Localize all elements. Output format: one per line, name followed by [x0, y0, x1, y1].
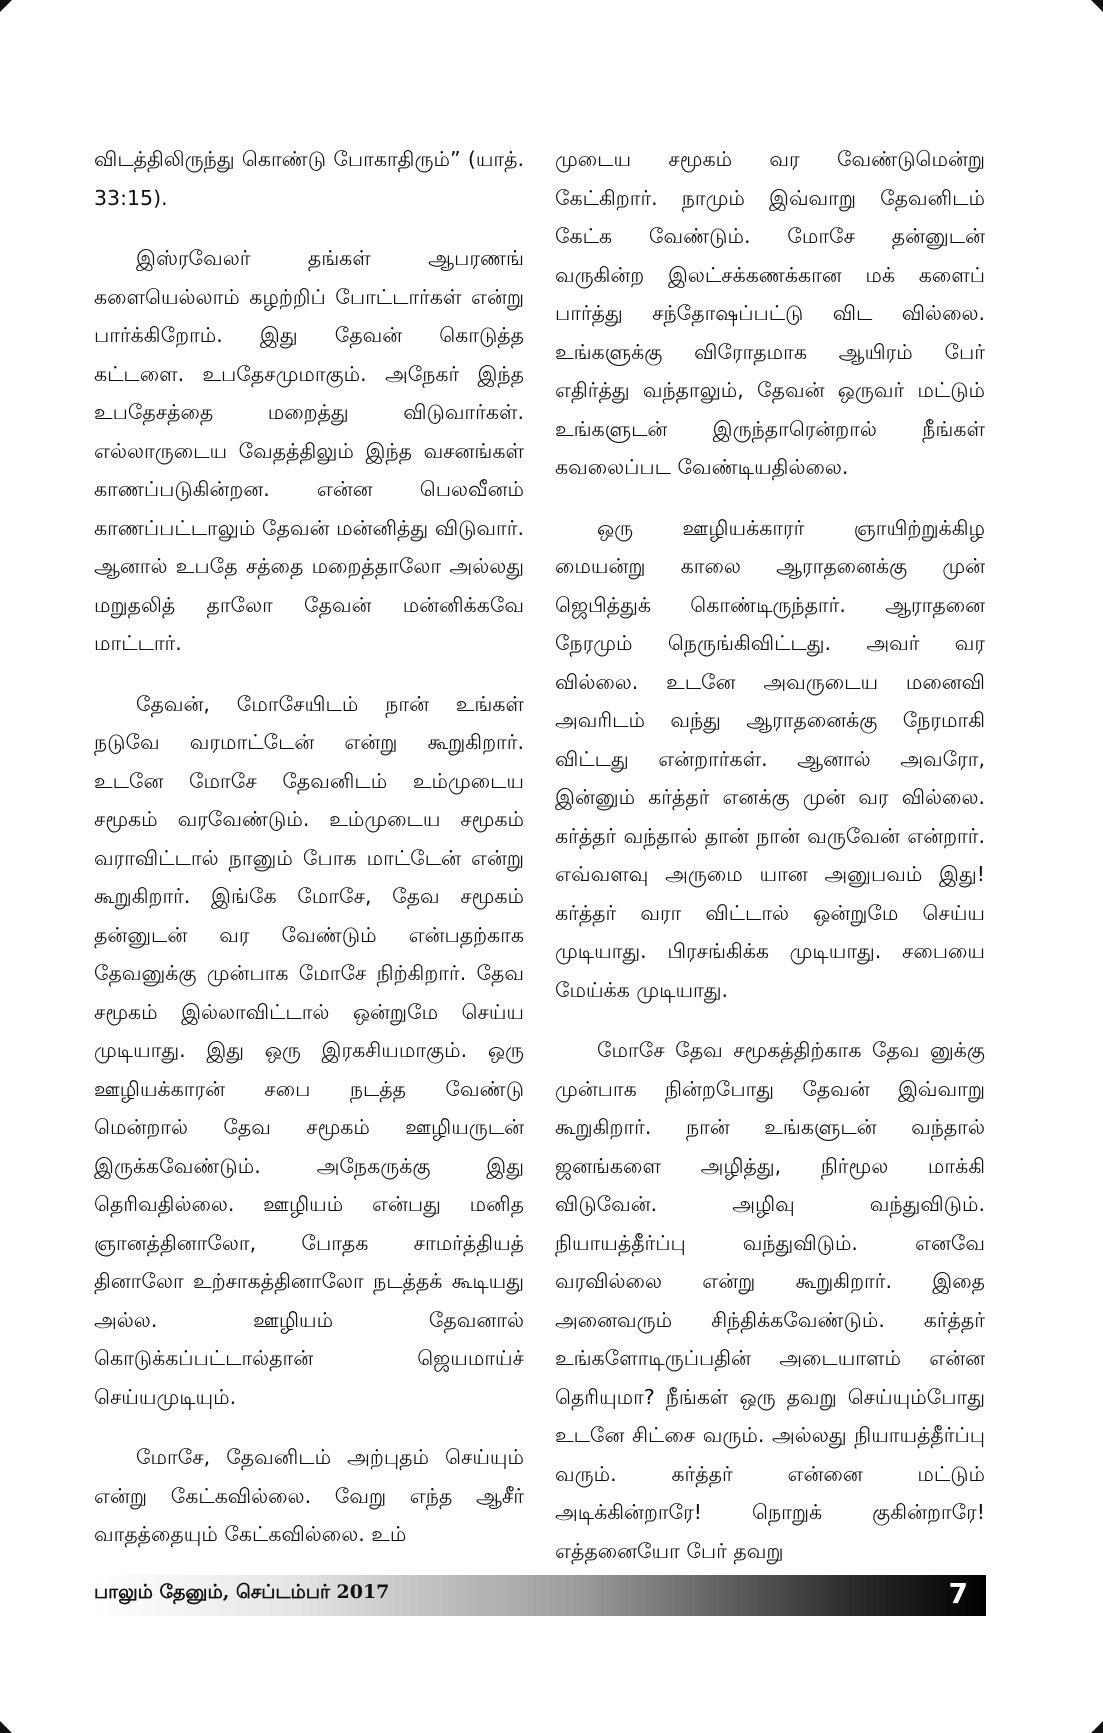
- left-paragraph-1: விடத்திலிருந்து கொண்டு போகாதிரும்” (யாத். 33:15).: [94, 147, 524, 210]
- left-paragraph-4: மோசே, தேவனிடம் அற்புதம் செய்யும் என்று கேட்கவில்லை. வேறு எந்த ஆசீர் வாதத்தையும் கேட்கவில்லை. உம்: [94, 1445, 524, 1546]
- corner-mark-bottom-right: [1091, 1721, 1103, 1733]
- left-paragraph-3: தேவன், மோசேயிடம் நான் உங்கள் நடுவே வரமாட்டேன் என்று கூறுகிறார். உடனே மோசே தேவனிடம் உம்முடைய சமூகம் வரவேண்டும். உம்முடைய சமூகம் வராவிட்டால் நானும் போக மாட்டேன் என்று கூறுகிறார். இங்கே மோசே, தேவ சமூகம் தன்னுடன் வர வேண்டும் என்பதற்காக தேவனுக்கு முன்பாக மோசே நிற்கிறார். தேவ சமூகம் இல்லாவிட்டால் ஒன்றுமே செய்ய முடியாது. இது ஒரு இரகசியமாகும். ஒரு ஊழியக்காரன் சபை நடத்த வேண்டு மென்றால் தேவ சமூகம் ஊழியருடன் இருக்கவேண்டும். அநேகருக்கு இது தெரிவதில்லை. ஊழியம் என்பது மனித ஞானத்தினாலோ, போதக சாமர்த்தியத் தினாலோ உற்சாகத்தினாலோ நடத்தக் கூடியது அல்ல. ஊழியம் தேவனால் கொடுக்கப்பட்டால்தான் ஜெயமாய்ச் செய்யமுடியும்.: [94, 691, 524, 1409]
- left-paragraph-2: இஸ்ரவேலர் தங்கள் ஆபரணங் களையெல்லாம் கழற்றிப் போட்டார்கள் என்று பார்க்கிறோம். இது தேவன் கொடுத்த கட்டளை. உபதேசமுமாகும். அநேகர் இந்த உபதேசத்தை மறைத்து விடுவார்கள். எல்லாருடைய வேதத்திலும் இந்த வசனங்கள் காணப்படுகின்றன. என்ன பெலவீனம் காணப்பட்டாலும் தேவன் மன்னித்து விடுவார். ஆனால் உபதே சத்தை மறைத்தாலோ அல்லது மறுதலித் தாலோ தேவன் மன்னிக்கவே மாட்டார்.: [94, 246, 524, 655]
- publication-title: பாலும் தேனும், செப்டம்பர் 2017: [94, 1581, 390, 1603]
- corner-mark-top-right: [1091, 0, 1103, 12]
- page-number: 7: [948, 1577, 968, 1610]
- left-text-column: [94, 140, 524, 1576]
- right-paragraph-2: ஒரு ஊழியக்காரர் ஞாயிற்றுக்கிழ மையன்று காலை ஆராதனைக்கு முன் ஜெபித்துக் கொண்டிருந்தார். ஆராதனை நேரமும் நெருங்கிவிட்டது. அவர் வர வில்லை. உடனே அவருடைய மனைவி அவரிடம் வந்து ஆராதனைக்கு நேரமாகி விட்டது என்றார்கள். ஆனால் அவரோ, இன்னும் கர்த்தர் எனக்கு முன் வர வில்லை. கர்த்தர் வந்தால் தான் நான் வருவேன் என்றார். எவ்வளவு அருமை யான அனுபவம் இது! கர்த்தர் வரா விட்டால் ஒன்றுமே செய்ய முடியாது. பிரசங்கிக்க முடியாது. சபையை மேய்க்க முடியாது.: [555, 515, 985, 1002]
- corner-mark-bottom-left: [0, 1721, 12, 1733]
- corner-mark-top-left: [0, 0, 12, 12]
- right-text-column: [555, 140, 985, 1592]
- page-footer: [94, 1575, 986, 1616]
- right-paragraph-3: மோசே தேவ சமூகத்திற்காக தேவ னுக்கு முன்பாக நின்றபோது தேவன் இவ்வாறு கூறுகிறார். நான் உங்களுடன் வந்தால் ஜனங்களை அழித்து, நிர்மூல மாக்கி விடுவேன். அழிவு வந்துவிடும். நியாயத்தீர்ப்பு வந்துவிடும். எனவே வரவில்லை என்று கூறுகிறார். இதை அனைவரும் சிந்திக்கவேண்டும். கர்த்தர் உங்களோடிருப்பதின் அடையாளம் என்ன தெரியுமா? நீங்கள் ஒரு தவறு செய்யும்போது உடனே சிட்சை வரும். அல்லது நியாயத்தீர்ப்பு வரும். கர்த்தர் என்னை மட்டும் அடிக்கின்றாரே! நொறுக் குகின்றாரே! எத்தனையோ பேர் தவறு: [555, 1038, 985, 1563]
- right-paragraph-1: முடைய சமூகம் வர வேண்டுமென்று கேட்கிறார். நாமும் இவ்வாறு தேவனிடம் கேட்க வேண்டும். மோசே தன்னுடன் வருகின்ற இலட்சக்கணக்கான மக் களைப் பார்த்து சந்தோஷப்பட்டு விட வில்லை. உங்களுக்கு விரோதமாக ஆயிரம் பேர் எதிர்த்து வந்தாலும், தேவன் ஒருவர் மட்டும் உங்களுடன் இருந்தாரென்றால் நீங்கள் கவலைப்பட வேண்டியதில்லை.: [555, 147, 985, 479]
